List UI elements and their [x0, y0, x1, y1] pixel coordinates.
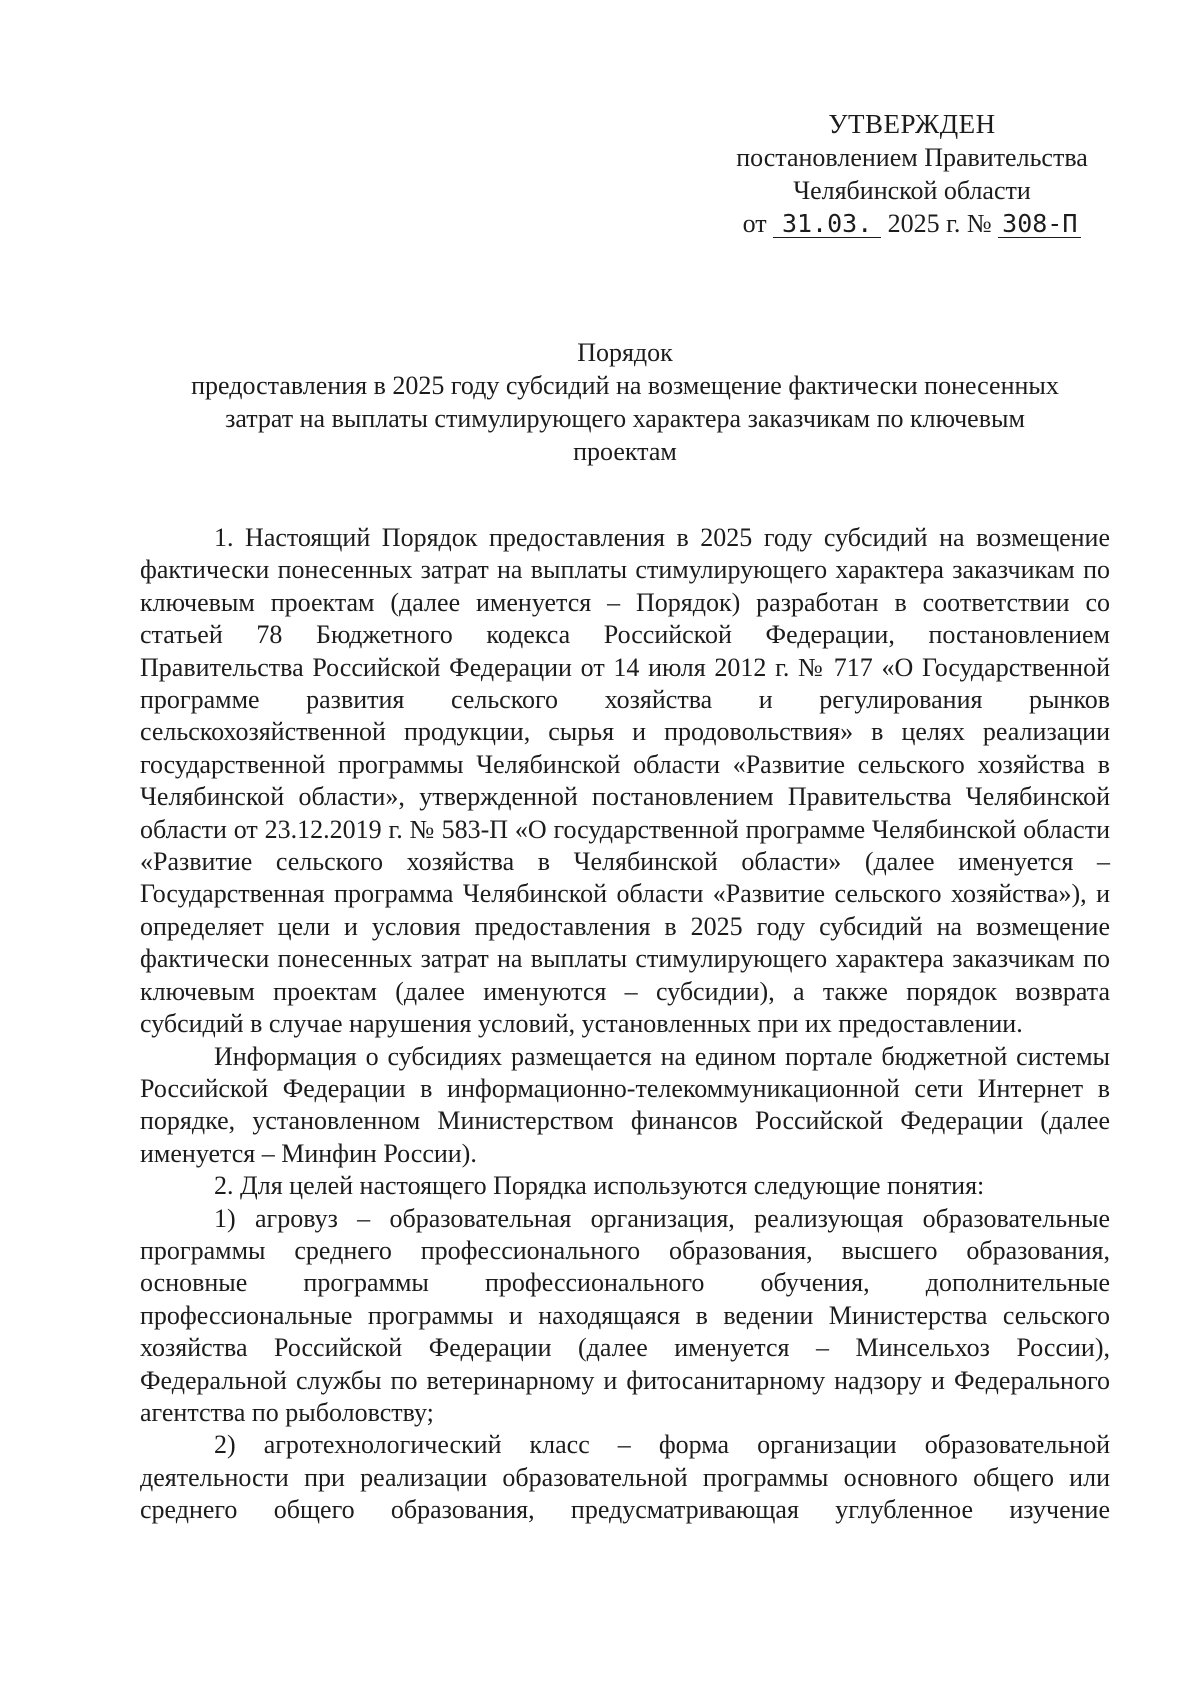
title-line-2: предоставления в 2025 году субсидий на возмещение фактически понесенных	[191, 371, 1059, 400]
year-number-label: 2025 г. №	[887, 209, 992, 238]
paragraph-3: 2. Для целей настоящего Порядка используются следующие понятия:	[214, 1171, 985, 1201]
title-line-3: затрат на выплаты стимулирующего характера заказчикам по ключевым	[225, 404, 1025, 433]
document-title	[140, 336, 1110, 468]
paragraph-5: 2) агротехнологический класс – форма организации образовательной деятельности при реализации образовательной программы основного общего или среднего общего образования, предусматривающая углубленное изучение	[140, 1430, 1110, 1525]
approval-line-2: Челябинской области	[793, 176, 1031, 205]
approval-line-1: постановлением Правительства	[736, 143, 1088, 172]
approval-date-line	[712, 207, 1112, 240]
date-prefix: от	[742, 209, 767, 238]
title-line-1: Порядок	[577, 338, 673, 367]
title-line-4: проектам	[573, 437, 677, 466]
approval-stamp-block	[712, 108, 1112, 240]
paragraph-4: 1) агровуз – образовательная организация, реализующая образовательные программы среднего профессионального образования, высшего образования, основные программы профессионального обучения, дополнительные профессиональные программы и находящаяся в ведении Министерства сельского хозяйства Российской Федерации (далее именуется – Минсельхоз России), Федеральной службы по ветеринарному и фитосанитарному надзору и Федерального агентства по рыболовству;	[140, 1203, 1110, 1427]
paragraph-2: Информация о субсидиях размещается на едином портале бюджетной системы Российской Федерации в информационно-телекоммуникационной сети Интернет в порядке, установленном Министерством финансов Российской Федерации (далее именуется – Минфин России).	[140, 1041, 1110, 1168]
paragraph-1: 1. Настоящий Порядок предоставления в 2025 году субсидий на возмещение фактически понесенных затрат на выплаты стимулирующего характера заказчикам по ключевым проектам (далее именуется – Порядок) разработан в соответствии со статьей 78 Бюджетного кодекса Российской Федерации, постановлением Правительства Российской Федерации от 14 июля 2012 г. № 717 «О Государственной программе развития сельского хозяйства и регулирования рынков сельскохозяйственной продукции, сырья и продовольствия» в целях реализации государственной программы Челябинской области «Развитие сельского хозяйства в Челябинской области», утвержденной постановлением Правительства Челябинской области от 23.12.2019 г. № 583-П «О государственной программе Челябинской области «Развитие сельского хозяйства в Челябинской области» (далее именуется – Государственная программа Челябинской области «Развитие сельского хозяйства»), и определяет цели и условия предоставления в 2025 году субсидий на возмещение фактически понесенных затрат на выплаты стимулирующего характера заказчикам по ключевым проектам (далее именуются – субсидии), а также порядок возврата субсидий в случае нарушения условий, установленных при их предоставлении.	[140, 523, 1110, 1039]
document-body	[140, 522, 1110, 1527]
handwritten-date: 31.03.	[773, 211, 881, 238]
handwritten-number: 308-П	[998, 211, 1081, 238]
approval-heading: УТВЕРЖДЕН	[828, 109, 996, 139]
